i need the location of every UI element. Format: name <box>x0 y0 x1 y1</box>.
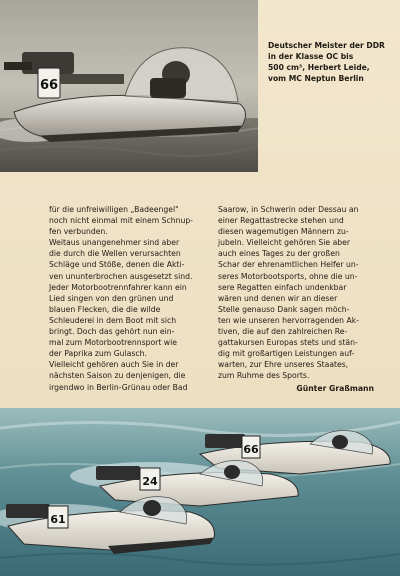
text-line: auch eines Tages zu der großen <box>218 249 340 259</box>
text-line: Saarow, in Schwerin oder Dessau an <box>218 205 359 214</box>
photo-caption <box>268 40 394 84</box>
boat-number-2: 24 <box>142 475 158 488</box>
text-line: Schar der ehrenamtlichen Helfer un- <box>218 260 359 270</box>
text-line: bringt. Doch das gehört nun ein- <box>49 327 175 337</box>
text-line: nächsten Saison zu denjenigen, die <box>49 371 186 381</box>
top-boat-number: 66 <box>39 78 59 93</box>
text-line: zum Ruhme des Sports. <box>218 371 310 381</box>
text-line: noch nicht einmal mit einem Schnup- <box>49 216 194 226</box>
text-line: tiven, die auf den zahlreichen Re- <box>218 327 348 337</box>
text-line: diesen wagemutigen Männern zu- <box>218 227 349 237</box>
boat-number-1: 66 <box>243 443 259 456</box>
text-line: gattakursen Europas stets und stän- <box>218 338 358 348</box>
boat-number-3: 61 <box>50 513 66 526</box>
text-line: wären und denen wir an dieser <box>218 293 338 303</box>
text-line: ten wie unseren hervorragenden Ak- <box>218 315 359 325</box>
bottom-photo-illustration <box>0 408 400 576</box>
bottom-photo <box>0 408 400 576</box>
text-line: Vielleicht gehören auch Sie in der <box>49 360 179 370</box>
text-line: die durch die Wellen verursachten <box>49 249 181 259</box>
text-line: Lied singen von den grünen und <box>49 293 174 303</box>
text-line: der Paprika zum Gulasch. <box>49 349 147 359</box>
text-line: blauen Flecken, die die wilde <box>49 304 161 314</box>
top-photo <box>0 0 258 172</box>
article-column-left <box>49 204 197 393</box>
caption-line: in der Klasse OC bis <box>268 52 354 61</box>
text-line: Stelle genauso Dank sagen möch- <box>218 304 350 314</box>
text-line: ven ununterbrochen ausgesetzt sind. <box>49 271 193 281</box>
text-line: fen verbunden. <box>49 227 108 237</box>
text-line: Jeder Motorbootrennfahrer kann ein <box>49 282 187 292</box>
text-line: sere Regatten einfach undenkbar <box>218 282 347 292</box>
text-line: Schläge und Stöße, denen die Akti- <box>49 260 185 270</box>
text-line: Weitaus unangenehmer sind aber <box>49 238 180 248</box>
text-line: jubeln. Vielleicht gehören Sie aber <box>218 238 351 248</box>
article-column-right <box>218 204 374 394</box>
text-line: seres Motorbootsports, ohne die un- <box>218 271 358 281</box>
text-line: für die unfreiwilligen „Badeengel" <box>49 205 179 214</box>
caption-line: vom MC Neptun Berlin <box>268 74 364 83</box>
article-author: Günter Graßmann <box>296 383 374 393</box>
text-line: mal zum Motorbootrennsport wie <box>49 338 177 348</box>
caption-line: Deutscher Meister der DDR <box>268 41 385 50</box>
text-line: dig mit großartigen Leistungen auf- <box>218 349 355 359</box>
text-line: einer Regattastrecke stehen und <box>218 216 344 226</box>
text-line: Schleuderei in dem Boot mit sich <box>49 315 177 325</box>
text-line: irgendwo in Berlin-Grünau oder Bad <box>49 382 188 392</box>
top-photo-illustration <box>0 0 258 172</box>
text-line: warten, zur Ehre unseres Staates, <box>218 360 349 370</box>
caption-line: 500 cm³, Herbert Leide, <box>268 63 370 72</box>
